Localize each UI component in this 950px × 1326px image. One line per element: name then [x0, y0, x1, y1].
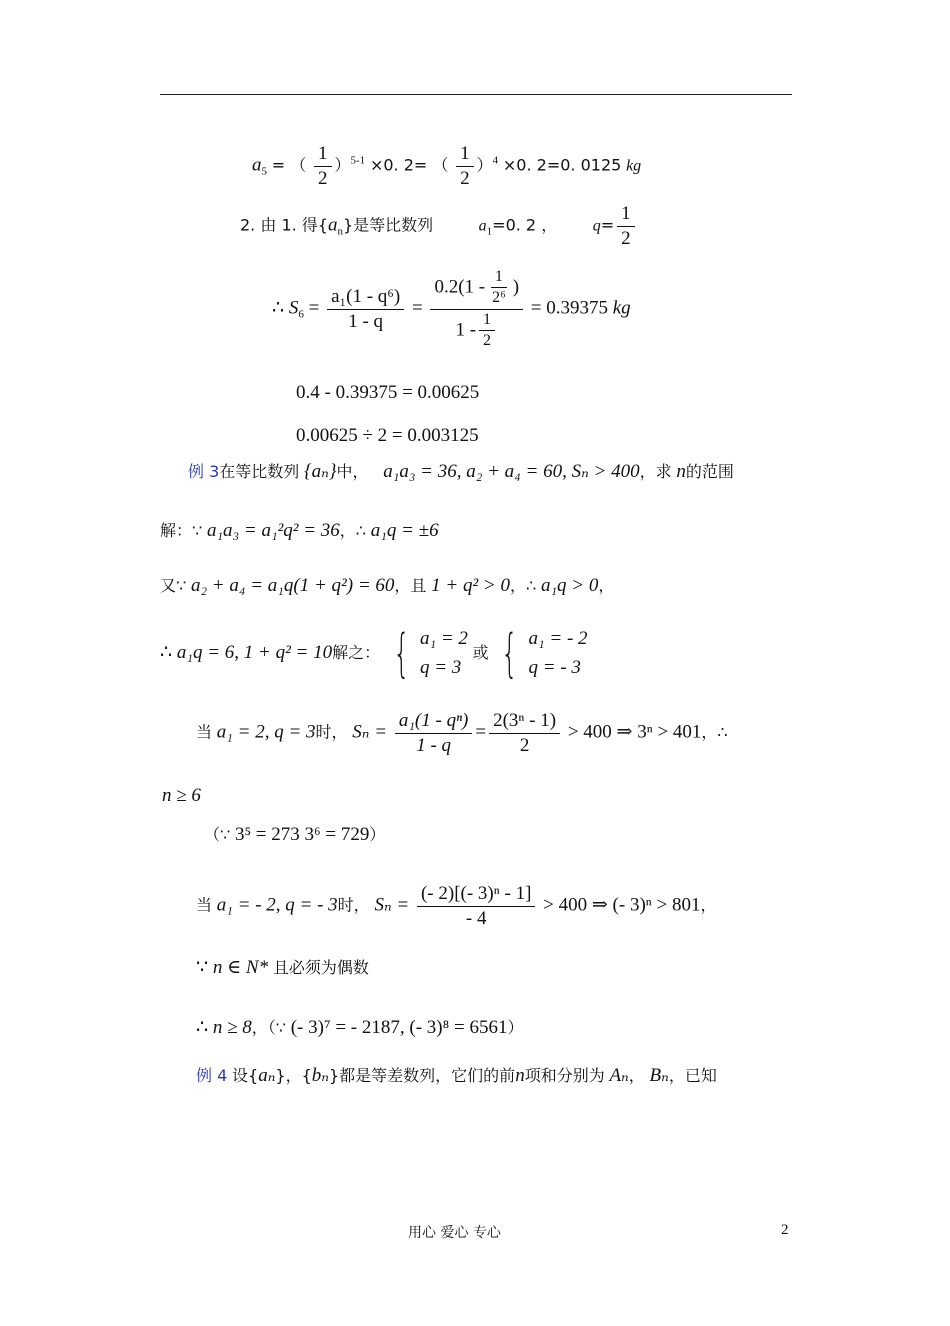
denominator	[451, 310, 502, 351]
text: 在等比数列	[219, 462, 300, 481]
system-1	[385, 625, 468, 682]
exponent: 5-1	[350, 154, 366, 167]
var-a: a	[327, 214, 338, 236]
text: }是等比数列	[342, 215, 434, 235]
fraction-half	[314, 143, 332, 190]
denominator: 1 - q	[416, 734, 452, 756]
numerator: a₁(1 - qⁿ)	[395, 710, 473, 734]
fraction-half	[456, 143, 474, 190]
equation: a₁a₃ = a₁²q² = 36	[206, 520, 340, 541]
text: 当	[196, 722, 213, 742]
text: 时，	[337, 895, 370, 915]
subscript: 6	[298, 308, 304, 321]
text: 1 -	[455, 319, 477, 341]
fraction-inner	[479, 311, 495, 351]
denominator: 2	[519, 734, 530, 756]
footer-text: 用心 爱心 专心	[408, 1225, 501, 1241]
result: = 0.39375	[530, 297, 608, 319]
text: ×0. 2=0. 0125	[502, 155, 622, 175]
fraction-half	[617, 203, 635, 250]
fraction	[417, 883, 535, 930]
brace-icon: {	[393, 623, 410, 684]
text: ，（∵	[251, 1018, 286, 1037]
solution-step-1	[160, 518, 439, 542]
solution-step-2	[160, 573, 614, 597]
denominator: 1 - q	[348, 310, 384, 332]
page-number: 2	[781, 1222, 789, 1238]
equation: n ≥ 8	[212, 1017, 252, 1038]
text: 或	[472, 642, 489, 662]
equation: (- 3)⁷ = - 2187, (- 3)⁸ = 6561	[290, 1017, 508, 1038]
text: ）	[334, 155, 351, 175]
equals: =	[411, 297, 423, 319]
numerator: 2(3ⁿ - 1)	[489, 710, 560, 734]
statement-geometric	[240, 203, 638, 250]
note-powers-of-3	[204, 822, 385, 846]
sequence: bₙ	[311, 1065, 329, 1086]
inequality: > 400 ⇒ (- 3)ⁿ > 801	[543, 894, 701, 916]
exponent: 4	[492, 154, 499, 167]
denominator: 2	[460, 167, 470, 189]
text: ，	[700, 895, 717, 915]
final-result	[196, 1015, 523, 1039]
text: ，求	[639, 462, 672, 481]
text: 当	[196, 895, 213, 915]
fraction-compound	[430, 268, 523, 351]
var-a: a	[478, 217, 487, 235]
sum-a: Aₙ	[609, 1065, 629, 1086]
brace-icon: {	[501, 623, 519, 684]
case-2	[196, 883, 717, 930]
numerator: a₁(1 - q⁶)	[327, 286, 404, 310]
example-3-heading	[188, 459, 734, 483]
numerator: 1	[456, 143, 474, 167]
equation: n ≥ 6	[162, 785, 201, 806]
text: 0.2(1 -	[434, 276, 486, 298]
equation: 1 + q² > 0	[431, 575, 510, 596]
text: ，已知	[668, 1066, 717, 1085]
equation: a₁ = - 2	[528, 628, 588, 649]
denominator: 2	[318, 167, 328, 189]
equation: Sₙ =	[374, 894, 410, 916]
condition: a₁a₃ = 36, a₂ + a₄ = 60, Sₙ > 400	[383, 461, 640, 482]
example-label: 例 3	[188, 462, 220, 481]
text: ，且	[394, 576, 427, 595]
text: ，	[598, 576, 615, 595]
equation-division	[296, 425, 479, 447]
equation-difference	[296, 382, 479, 404]
text: =0. 2 ，	[492, 215, 558, 235]
var-n: n	[676, 461, 686, 482]
numerator	[430, 268, 523, 310]
equation: a₁ = - 2, q = - 3	[216, 894, 338, 916]
equation: a₁q = 6, 1 + q² = 10	[176, 641, 333, 663]
text: 0.4 - 0.39375 = 0.00625	[296, 382, 480, 403]
unit: kg	[612, 297, 631, 319]
header-rule	[160, 94, 792, 95]
denominator: - 4	[465, 907, 487, 929]
text: 0.00625 ÷ 2 = 0.003125	[296, 425, 479, 446]
text: ）	[476, 155, 493, 175]
numerator: 1	[479, 311, 495, 331]
numerator: 1	[617, 203, 635, 227]
equation: Sₙ =	[352, 721, 388, 743]
equation: n ∈ N*	[212, 957, 269, 978]
numerator: (- 2)[(- 3)ⁿ - 1]	[417, 883, 535, 907]
sequence: {aₙ}	[304, 461, 337, 482]
subscript: 5	[261, 165, 267, 178]
text: ）	[507, 1018, 524, 1037]
equation: a₁q = ±6	[370, 520, 439, 541]
example-4-heading	[196, 1063, 717, 1087]
example-label: 例 4	[196, 1066, 228, 1085]
denominator: 2	[621, 227, 631, 249]
text: 的范围	[685, 462, 734, 481]
text: 且必须为偶数	[272, 958, 369, 977]
unit: kg	[626, 157, 642, 175]
equals: =	[475, 721, 487, 743]
therefore-symbol: ∴	[160, 641, 173, 663]
subscript: 1	[486, 225, 493, 238]
text: 解：∵	[160, 521, 203, 540]
equation: a₁q > 0	[540, 575, 599, 596]
text: ）	[369, 825, 386, 844]
solution-step-3	[160, 625, 588, 682]
text: 中，	[336, 462, 369, 481]
fraction	[327, 286, 404, 333]
inequality: > 400 ⇒ 3ⁿ > 401	[567, 721, 702, 743]
therefore-symbol: ∴	[272, 297, 285, 319]
text: }，{	[275, 1066, 312, 1085]
text: )	[512, 276, 520, 298]
result-n-ge-6	[162, 785, 201, 807]
text: =	[600, 215, 615, 235]
var-a: a	[252, 154, 262, 176]
text: ，	[628, 1066, 645, 1085]
system-2	[493, 625, 587, 682]
therefore-symbol: ∴	[196, 1017, 209, 1038]
text: 设{	[232, 1066, 259, 1085]
denominator: 2⁶	[492, 289, 506, 307]
sum-b: Bₙ	[649, 1065, 669, 1086]
numerator: 1	[314, 143, 332, 167]
condition-n-natural	[196, 955, 369, 979]
text: 又∵	[160, 576, 187, 595]
text: ，∴	[701, 722, 728, 742]
var-q: q	[592, 217, 601, 235]
text: = （	[271, 155, 307, 175]
fraction	[489, 710, 560, 757]
fraction-inner	[488, 268, 510, 308]
text: ，∴	[339, 521, 366, 540]
equation: a₁ = 2, q = 3	[216, 721, 316, 743]
text: ，∴	[510, 576, 537, 595]
equation: q = - 3	[528, 656, 581, 678]
numerator: 1	[491, 268, 507, 288]
text: ×0. 2= （	[369, 155, 449, 175]
equation-a5	[252, 143, 641, 190]
var-s: S	[288, 297, 299, 319]
because-symbol: ∵	[196, 957, 209, 978]
subscript: n	[337, 225, 343, 238]
text: 解之：	[332, 642, 381, 662]
text: （∵	[204, 825, 231, 844]
case-1	[196, 710, 728, 757]
sequence: aₙ	[258, 1065, 276, 1086]
equals: =	[308, 297, 320, 319]
equation: q = 3	[419, 656, 462, 678]
text: 时，	[315, 722, 348, 742]
equation-s6	[272, 268, 631, 351]
var-n: n	[515, 1065, 525, 1086]
text: 2. 由 1. 得{	[240, 215, 328, 235]
equation: 3⁵ = 273 3⁶ = 729	[234, 824, 370, 845]
text: }都是等差数列，它们的前	[329, 1066, 516, 1085]
equation: a₁ = 2	[419, 628, 468, 649]
equation: a₂ + a₄ = a₁q(1 + q²) = 60	[190, 575, 395, 596]
denominator: 2	[483, 332, 492, 350]
fraction	[395, 710, 473, 757]
text: 项和分别为	[524, 1066, 605, 1085]
